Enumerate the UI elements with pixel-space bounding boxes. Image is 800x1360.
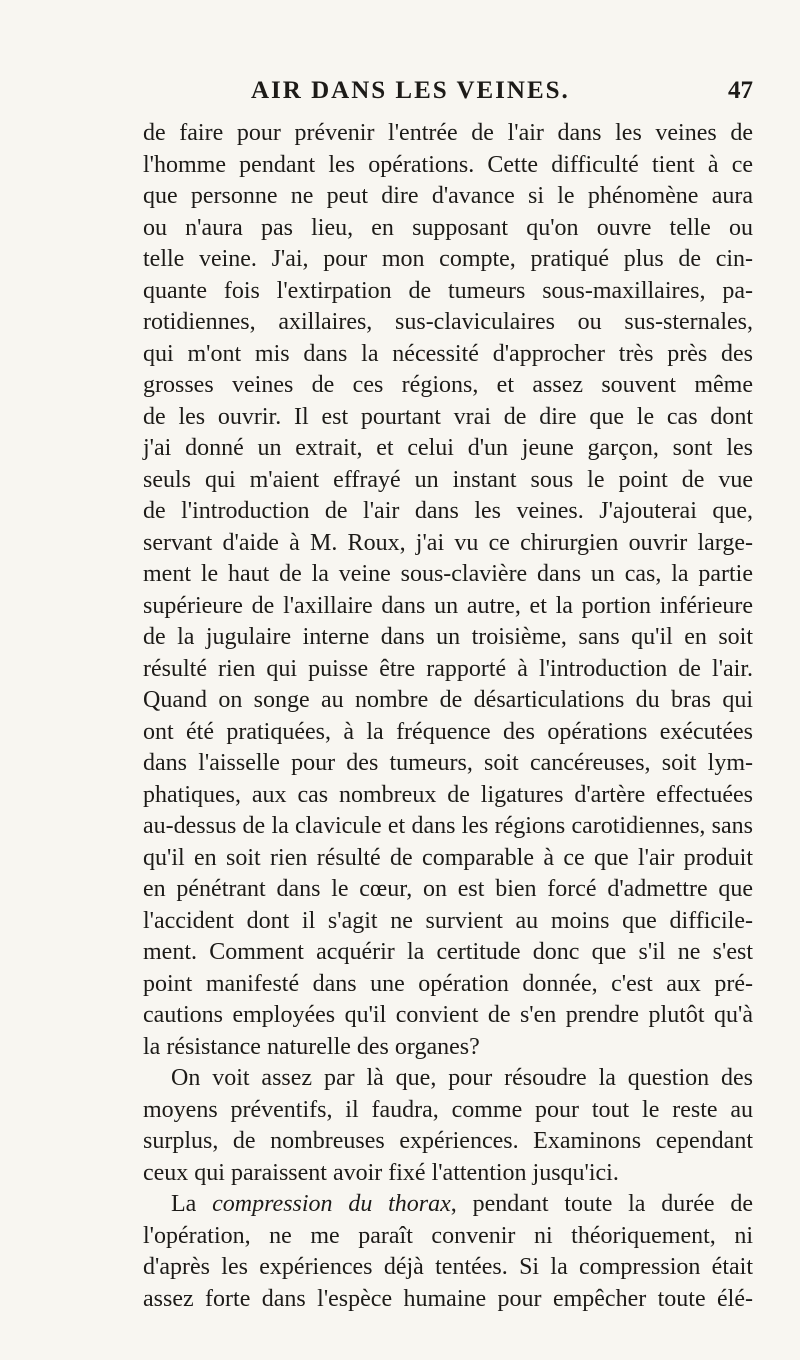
running-head [143,77,753,117]
text-line: seuls qui m'aient effrayé un instant sous le point de vue [143,466,753,493]
text-line: cautions employées qu'il convient de s'en prendre plutôt qu'à [143,1002,753,1028]
text-line: assez forte dans l'espèce humaine pour empêcher toute élé- [143,1285,753,1312]
text-line: ou n'aura pas lieu, en supposant qu'on ouvre telle ou [143,214,753,241]
text-line: ceux qui paraissent avoir fixé l'attention jusqu'ici. [143,1159,619,1186]
running-title: AIR DANS LES VEINES. [251,77,570,104]
text-line: surplus, de nombreuses expériences. Examinons cependant [143,1128,753,1154]
text-line: l'accident dont il s'agit ne survient au moins que difficile- [143,907,753,934]
text-line: dans l'aisselle pour des tumeurs, soit cancéreuses, soit lym- [143,750,753,776]
text-line: servant d'aide à M. Roux, j'ai vu ce chirurgien ouvrir large- [143,529,753,556]
text-line: l'homme pendant les opérations. Cette difficulté tient à ce [143,151,753,178]
text-line: ment. Comment acquérir la certitude donc que s'il ne s'est [143,939,753,965]
text-line: Quand on songe au nombre de désarticulations du bras qui [143,687,753,713]
text-line: en pénétrant dans le cœur, on est bien forcé d'admettre que [143,876,753,902]
text-line: la résistance naturelle des organes? [143,1033,480,1060]
text-line: de l'introduction de l'air dans les veines. J'ajouterai que, [143,498,753,524]
text-line: rotidiennes, axillaires, sus-claviculaires ou sus-sternales, [143,309,753,335]
page-number: 47 [728,77,753,104]
text-line-with-italic [143,1189,753,1221]
paragraph-1 [143,118,753,1063]
text-line: qui m'ont mis dans la nécessité d'approcher très près des [143,340,753,367]
text-line: résulté rien qui puisse être rapporté à l'introduction de l'air. [143,655,753,682]
text-line: telle veine. J'ai, pour mon compte, pratiqué plus de cin- [143,246,753,272]
text-line: supérieure de l'axillaire dans un autre, et la portion inférieure [143,592,753,619]
text-line: ment le haut de la veine sous-clavière dans un cas, la partie [143,561,753,587]
italic-phrase: compression du thorax [212,1191,451,1217]
text-line: de la jugulaire interne dans un troisième, sans qu'il en soit [143,624,753,650]
text-line: point manifesté dans une opération donnée, c'est aux pré- [143,970,753,997]
text-run: La [171,1191,213,1217]
text-line: ont été pratiquées, à la fréquence des opérations exécutées [143,718,753,745]
text-line: de les ouvrir. Il est pourtant vrai de dire que le cas dont [143,403,753,430]
text-line: moyens préventifs, il faudra, comme pour tout le reste au [143,1096,753,1123]
text-line: phatiques, aux cas nombreux de ligatures d'artère effectuées [143,781,753,808]
paragraph-2 [143,1063,753,1189]
text-line: au-dessus de la clavicule et dans les régions carotidiennes, sans [143,813,753,839]
text-line: que personne ne peut dire d'avance si le phénomène aura [143,183,753,209]
text-line: grosses veines de ces régions, et assez souvent même [143,372,753,398]
paragraph-3 [143,1189,753,1315]
text-line: quante fois l'extirpation de tumeurs sous-maxillaires, pa- [143,277,753,304]
text-line: On voit assez par là que, pour résoudre la question des [171,1065,753,1091]
text-line: d'après les expériences déjà tentées. Si la compression était [143,1254,753,1280]
text-line: l'opération, ne me paraît convenir ni théoriquement, ni [143,1222,753,1249]
text-line: j'ai donné un extrait, et celui d'un jeune garçon, sont les [143,435,753,461]
body-text [143,118,753,1315]
text-line: de faire pour prévenir l'entrée de l'air dans les veines de [143,120,753,146]
text-line: qu'il en soit rien résulté de comparable à ce que l'air produit [143,844,753,871]
text-run: , pendant toute la durée de [450,1191,754,1217]
